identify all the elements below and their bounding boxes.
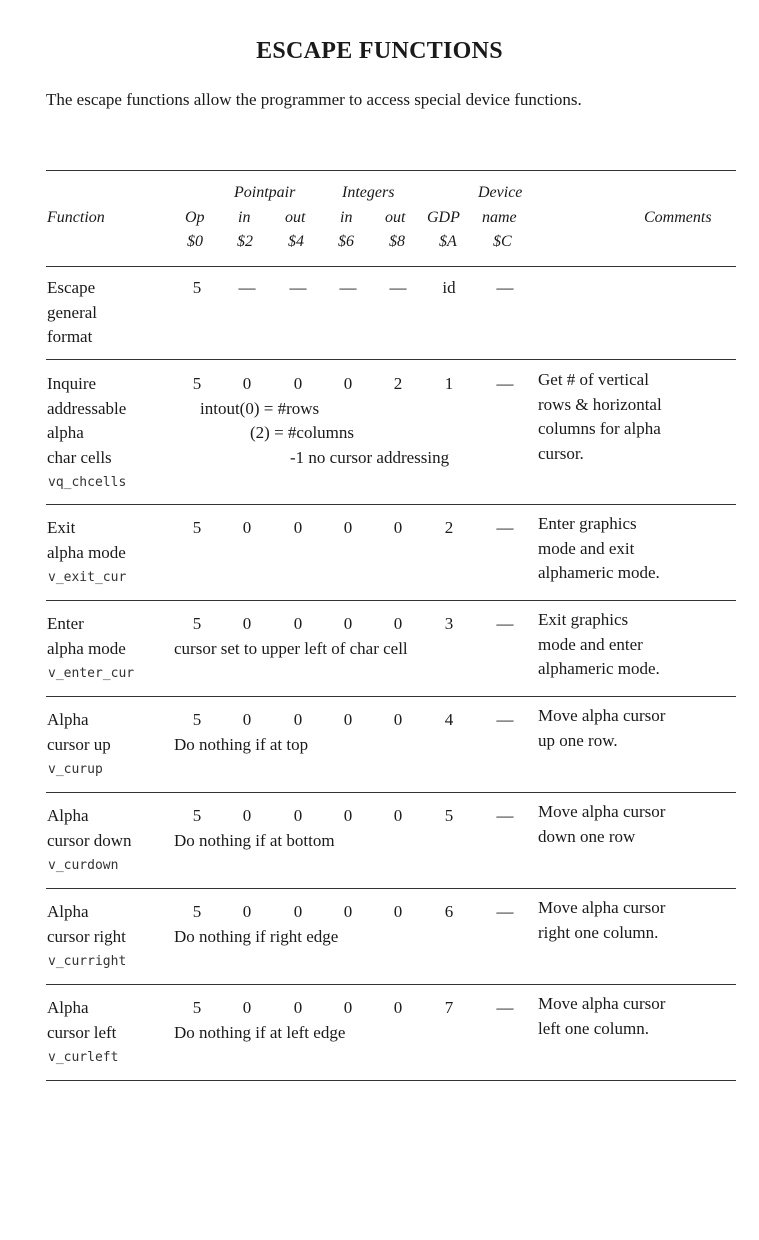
function-name-line: char cells — [47, 447, 112, 467]
row-divider — [46, 792, 736, 793]
cell-int-out: 0 — [393, 518, 403, 537]
function-name-line: Exit — [47, 518, 76, 537]
function-name-line: format — [47, 327, 93, 346]
row-comment: Move alpha cursor — [538, 706, 666, 725]
row-comment: Exit graphics — [538, 610, 629, 629]
row-comment: Move alpha cursor — [538, 802, 666, 821]
page-title: ESCAPE FUNCTIONS — [256, 38, 503, 64]
cell-int-out: 0 — [393, 614, 403, 633]
cell-name: — — [496, 998, 514, 1017]
function-binding-name: v_curdown — [48, 858, 119, 873]
cell-name: — — [496, 902, 514, 921]
header-int-in: in — [340, 209, 353, 226]
header-int-in-sub: $6 — [338, 233, 354, 250]
row-note: -1 no cursor addressing — [290, 447, 450, 467]
cell-pp-in: 0 — [242, 902, 252, 921]
row-comment: right one column. — [538, 922, 659, 942]
row-comment: left one column. — [538, 1018, 649, 1038]
row-divider — [46, 984, 736, 985]
cell-pp-out: 0 — [293, 902, 303, 921]
cell-pp-out: 0 — [293, 614, 303, 633]
cell-pp-out: 0 — [293, 998, 303, 1017]
header-op-sub: $0 — [187, 233, 203, 250]
cell-pp-out: 0 — [293, 518, 303, 537]
header-pp-in: in — [238, 209, 251, 226]
row-note: intout(0) = #rows — [200, 398, 320, 418]
function-name-line: Alpha — [47, 902, 89, 921]
header-gdp: GDP — [427, 209, 460, 226]
row-comment: mode and enter — [538, 634, 643, 654]
row-comment: cursor. — [538, 443, 584, 463]
cell-int-out: — — [389, 278, 407, 297]
function-name-line: Escape — [47, 278, 96, 297]
row-note: Do nothing if at top — [174, 734, 309, 754]
cell-gdp: 5 — [444, 806, 454, 825]
header-name: name — [482, 209, 517, 226]
cell-int-in: 0 — [343, 902, 353, 921]
cell-op: 5 — [192, 902, 202, 921]
row-comment: Move alpha cursor — [538, 898, 666, 917]
intro-paragraph: The escape functions allow the programmer to access special device functions. — [46, 90, 582, 109]
row-comment: up one row. — [538, 730, 618, 750]
function-name-line: alpha mode — [47, 638, 126, 658]
header-name-sub: $C — [493, 233, 512, 250]
header-int-out-sub: $8 — [389, 233, 405, 250]
cell-pp-in: 0 — [242, 806, 252, 825]
function-name-line: alpha mode — [47, 542, 126, 562]
row-divider — [46, 359, 736, 360]
header-gdp-sub: $A — [439, 233, 457, 250]
table-top-rule — [46, 170, 736, 171]
cell-op: 5 — [192, 374, 202, 393]
cell-op: 5 — [192, 806, 202, 825]
row-comment: Move alpha cursor — [538, 994, 666, 1013]
cell-int-in: — — [339, 278, 357, 297]
cell-op: 5 — [192, 998, 202, 1017]
function-name-line: cursor up — [47, 734, 111, 754]
cell-name: — — [496, 806, 514, 825]
cell-int-out: 2 — [393, 374, 403, 393]
row-note: (2) = #columns — [250, 423, 355, 442]
header-pointpair: Pointpair — [234, 184, 296, 201]
cell-gdp: 2 — [444, 518, 454, 537]
cell-int-in: 0 — [343, 998, 353, 1017]
row-note: cursor set to upper left of char cell — [174, 638, 408, 658]
row-divider — [46, 1080, 736, 1081]
function-name-line: cursor left — [47, 1022, 117, 1042]
row-divider — [46, 600, 736, 601]
cell-gdp: 4 — [444, 710, 454, 729]
cell-int-in: 0 — [343, 518, 353, 537]
header-device: Device — [478, 184, 523, 201]
cell-pp-in: 0 — [242, 998, 252, 1017]
function-name-line: Alpha — [47, 710, 89, 729]
function-binding-name: v_curup — [48, 762, 103, 777]
cell-op: 5 — [192, 710, 202, 729]
header-integers: Integers — [342, 184, 395, 201]
cell-int-in: 0 — [343, 710, 353, 729]
function-name-line: alpha — [47, 423, 84, 442]
cell-pp-out: — — [289, 278, 307, 297]
cell-int-in: 0 — [343, 806, 353, 825]
header-pp-in-sub: $2 — [237, 233, 253, 250]
row-note: Do nothing if right edge — [174, 926, 339, 946]
function-binding-name: vq_chcells — [48, 475, 127, 490]
cell-pp-in: 0 — [242, 374, 252, 393]
row-comment: down one row — [538, 826, 636, 846]
cell-name: — — [496, 278, 514, 297]
cell-name: — — [496, 710, 514, 729]
cell-op: 5 — [192, 518, 202, 537]
header-pp-out: out — [285, 209, 306, 226]
cell-gdp: id — [442, 278, 456, 297]
cell-int-out: 0 — [393, 710, 403, 729]
header-int-out: out — [385, 209, 406, 226]
function-name-line: addressable — [47, 398, 127, 418]
function-binding-name: v_curright — [48, 954, 127, 969]
row-divider — [46, 504, 736, 505]
row-comment: Get # of vertical — [538, 370, 649, 389]
row-comment: alphameric mode. — [538, 659, 660, 678]
cell-pp-in: 0 — [242, 710, 252, 729]
row-divider — [46, 696, 736, 697]
function-name-line: Enter — [47, 614, 84, 633]
cell-pp-out: 0 — [293, 710, 303, 729]
cell-pp-out: 0 — [293, 374, 303, 393]
row-note: Do nothing if at left edge — [174, 1022, 346, 1042]
cell-op: 5 — [192, 278, 202, 297]
header-function: Function — [47, 209, 105, 226]
cell-name: — — [496, 374, 514, 393]
cell-int-in: 0 — [343, 374, 353, 393]
row-comment: columns for alpha — [538, 419, 661, 438]
function-name-line: cursor down — [47, 830, 132, 850]
header-comments: Comments — [644, 209, 712, 226]
row-comment: rows & horizontal — [538, 394, 662, 414]
cell-int-out: 0 — [393, 998, 403, 1017]
function-name-line: Alpha — [47, 998, 89, 1017]
cell-pp-in: 0 — [242, 614, 252, 633]
cell-gdp: 3 — [444, 614, 454, 633]
function-name-line: Alpha — [47, 806, 89, 825]
header-bottom-rule — [46, 266, 736, 267]
cell-int-in: 0 — [343, 614, 353, 633]
cell-int-out: 0 — [393, 902, 403, 921]
cell-int-out: 0 — [393, 806, 403, 825]
row-note: Do nothing if at bottom — [174, 830, 335, 850]
header-pp-out-sub: $4 — [288, 233, 304, 250]
row-comment: mode and exit — [538, 538, 635, 558]
function-name-line: cursor right — [47, 926, 126, 946]
cell-pp-in: 0 — [242, 518, 252, 537]
cell-name: — — [496, 518, 514, 537]
cell-gdp: 7 — [444, 998, 454, 1017]
cell-op: 5 — [192, 614, 202, 633]
row-divider — [46, 888, 736, 889]
function-binding-name: v_exit_cur — [48, 570, 127, 585]
cell-gdp: 1 — [444, 374, 454, 393]
row-comment: Enter graphics — [538, 514, 637, 533]
function-name-line: general — [47, 302, 98, 322]
header-op: Op — [185, 209, 205, 226]
cell-gdp: 6 — [444, 902, 454, 921]
cell-name: — — [496, 614, 514, 633]
function-binding-name: v_enter_cur — [48, 666, 135, 681]
row-comment: alphameric mode. — [538, 563, 660, 582]
function-name-line: Inquire — [47, 374, 97, 393]
cell-pp-out: 0 — [293, 806, 303, 825]
function-binding-name: v_curleft — [48, 1050, 119, 1065]
cell-pp-in: — — [238, 278, 256, 297]
